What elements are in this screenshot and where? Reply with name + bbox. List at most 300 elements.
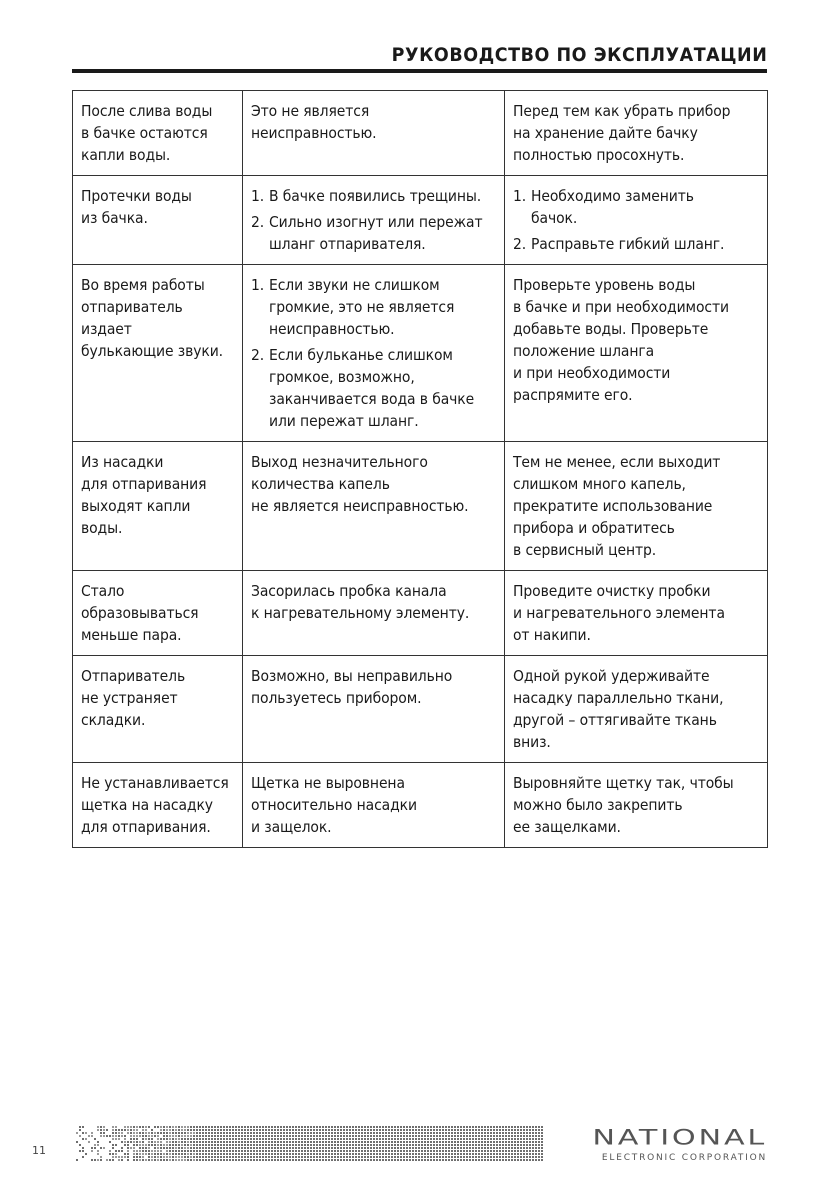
- pixel-dot: [358, 1159, 360, 1161]
- pixel-dot: [364, 1150, 366, 1152]
- pixel-dot: [94, 1147, 96, 1149]
- pixel-dot: [259, 1129, 261, 1131]
- pixel-dot: [163, 1144, 165, 1146]
- pixel-dot: [430, 1129, 432, 1131]
- pixel-dot: [262, 1132, 264, 1134]
- pixel-dot: [457, 1126, 459, 1128]
- pixel-dot: [223, 1138, 225, 1140]
- pixel-dot: [271, 1129, 273, 1131]
- pixel-dot: [91, 1159, 93, 1161]
- pixel-dot: [442, 1153, 444, 1155]
- pixel-dot: [289, 1141, 291, 1143]
- pixel-dot: [238, 1141, 240, 1143]
- pixel-dot: [418, 1153, 420, 1155]
- pixel-dot: [367, 1129, 369, 1131]
- pixel-dot: [208, 1153, 210, 1155]
- pixel-dot: [352, 1147, 354, 1149]
- pixel-dot: [259, 1132, 261, 1134]
- pixel-dot: [289, 1159, 291, 1161]
- pixel-dot: [217, 1141, 219, 1143]
- pixel-dot: [250, 1159, 252, 1161]
- pixel-dot: [205, 1132, 207, 1134]
- pixel-dot: [349, 1129, 351, 1131]
- pixel-dot: [175, 1150, 177, 1152]
- pixel-dot: [484, 1150, 486, 1152]
- pixel-dot: [469, 1135, 471, 1137]
- pixel-dot: [148, 1153, 150, 1155]
- pixel-dot: [181, 1153, 183, 1155]
- pixel-dot: [376, 1153, 378, 1155]
- pixel-dot: [487, 1132, 489, 1134]
- pixel-dot: [508, 1129, 510, 1131]
- problem-cell: После слива воды в бачке остаются капли воды.: [73, 91, 243, 176]
- pixel-dot: [283, 1150, 285, 1152]
- pixel-dot: [535, 1147, 537, 1149]
- pixel-dot: [346, 1138, 348, 1140]
- pixel-dot: [541, 1156, 543, 1158]
- pixel-dot: [160, 1159, 162, 1161]
- pixel-dot: [226, 1138, 228, 1140]
- pixel-dot: [166, 1129, 168, 1131]
- pixel-dot: [118, 1156, 120, 1158]
- pixel-dot: [193, 1153, 195, 1155]
- pixel-dot: [343, 1144, 345, 1146]
- pixel-dot: [148, 1144, 150, 1146]
- pixel-dot: [133, 1141, 135, 1143]
- pixel-dot: [202, 1129, 204, 1131]
- pixel-dot: [208, 1129, 210, 1131]
- pixel-dot: [397, 1144, 399, 1146]
- pixel-dot: [415, 1159, 417, 1161]
- pixel-dot: [532, 1135, 534, 1137]
- pixel-dot: [271, 1159, 273, 1161]
- pixel-dot: [520, 1135, 522, 1137]
- pixel-dot: [499, 1135, 501, 1137]
- pixel-dot: [448, 1141, 450, 1143]
- pixel-dot: [202, 1159, 204, 1161]
- list-item: 1. Необходимо заменить бачок.: [513, 187, 694, 227]
- solution-cell: Одной рукой удерживайте насадку параллельно ткани, другой – оттягивайте ткань вниз.: [505, 656, 768, 763]
- pixel-dot: [217, 1153, 219, 1155]
- pixel-dot: [313, 1156, 315, 1158]
- pixel-dot: [340, 1132, 342, 1134]
- pixel-dot: [304, 1153, 306, 1155]
- pixel-dot: [166, 1138, 168, 1140]
- pixel-dot: [367, 1138, 369, 1140]
- pixel-dot: [412, 1150, 414, 1152]
- pixel-dot: [403, 1138, 405, 1140]
- pixel-dot: [196, 1138, 198, 1140]
- pixel-dot: [151, 1132, 153, 1134]
- solution-cell: Тем не менее, если выходит слишком много капель, прекратите использование прибора и обратитесь в сервисный центр.: [505, 442, 768, 571]
- pixel-dot: [289, 1150, 291, 1152]
- pixel-dot: [184, 1129, 186, 1131]
- pixel-dot: [253, 1138, 255, 1140]
- pixel-dot: [211, 1141, 213, 1143]
- pixel-dot: [325, 1129, 327, 1131]
- pixel-dot: [316, 1153, 318, 1155]
- pixel-dot: [514, 1153, 516, 1155]
- pixel-dot: [202, 1156, 204, 1158]
- pixel-dot: [523, 1147, 525, 1149]
- pixel-dot: [172, 1129, 174, 1131]
- pixel-dot: [310, 1129, 312, 1131]
- pixel-dot: [184, 1150, 186, 1152]
- pixel-dot: [340, 1141, 342, 1143]
- pixel-dot: [82, 1126, 84, 1128]
- pixel-dot: [526, 1126, 528, 1128]
- pixel-dot: [178, 1135, 180, 1137]
- pixel-dot: [457, 1156, 459, 1158]
- pixel-dot: [334, 1153, 336, 1155]
- pixel-dot: [418, 1141, 420, 1143]
- pixel-dot: [220, 1150, 222, 1152]
- pixel-dot: [175, 1138, 177, 1140]
- pixel-dot: [271, 1138, 273, 1140]
- pixel-dot: [325, 1144, 327, 1146]
- pixel-dot: [499, 1153, 501, 1155]
- pixel-dot: [355, 1150, 357, 1152]
- pixel-dot: [250, 1153, 252, 1155]
- pixel-dot: [283, 1153, 285, 1155]
- pixel-dot: [211, 1150, 213, 1152]
- pixel-dot: [361, 1144, 363, 1146]
- pixel-dot: [541, 1141, 543, 1143]
- pixel-dot: [421, 1135, 423, 1137]
- pixel-dot: [367, 1156, 369, 1158]
- pixel-dot: [472, 1141, 474, 1143]
- pixel-dot: [199, 1138, 201, 1140]
- pixel-dot: [412, 1153, 414, 1155]
- pixel-dot: [346, 1132, 348, 1134]
- pixel-dot: [256, 1159, 258, 1161]
- pixel-dot: [226, 1132, 228, 1134]
- cause-list: [251, 185, 496, 255]
- pixel-dot: [508, 1132, 510, 1134]
- pixel-dot: [328, 1153, 330, 1155]
- pixel-dot: [328, 1147, 330, 1149]
- pixel-dot: [145, 1138, 147, 1140]
- pixel-dot: [331, 1138, 333, 1140]
- pixel-dot: [265, 1144, 267, 1146]
- pixel-dot: [82, 1150, 84, 1152]
- pixel-dot: [421, 1138, 423, 1140]
- pixel-dot: [343, 1147, 345, 1149]
- pixel-dot: [115, 1129, 117, 1131]
- pixel-dot: [529, 1126, 531, 1128]
- pixel-dot: [442, 1141, 444, 1143]
- pixel-dot: [430, 1138, 432, 1140]
- pixel-dot: [133, 1153, 135, 1155]
- pixel-dot: [322, 1144, 324, 1146]
- pixel-dot: [247, 1147, 249, 1149]
- pixel-dot: [505, 1126, 507, 1128]
- pixel-dot: [202, 1132, 204, 1134]
- pixel-dot: [262, 1156, 264, 1158]
- pixel-dot: [367, 1126, 369, 1128]
- pixel-dot: [334, 1129, 336, 1131]
- pixel-dot: [130, 1135, 132, 1137]
- pixel-dot: [346, 1153, 348, 1155]
- pixel-dot: [124, 1153, 126, 1155]
- pixel-dot: [184, 1159, 186, 1161]
- pixel-dot: [127, 1132, 129, 1134]
- pixel-dot: [472, 1129, 474, 1131]
- pixel-dot: [325, 1126, 327, 1128]
- pixel-dot: [139, 1126, 141, 1128]
- pixel-dot: [328, 1141, 330, 1143]
- pixel-dot: [154, 1156, 156, 1158]
- pixel-dot: [286, 1156, 288, 1158]
- pixel-dot: [382, 1159, 384, 1161]
- pixel-dot: [226, 1153, 228, 1155]
- pixel-dot: [205, 1147, 207, 1149]
- pixel-dot: [337, 1147, 339, 1149]
- pixel-dot: [460, 1153, 462, 1155]
- pixel-dot: [538, 1129, 540, 1131]
- pixel-dot: [154, 1135, 156, 1137]
- pixel-dot: [499, 1159, 501, 1161]
- pixel-dot: [427, 1144, 429, 1146]
- pixel-dot: [289, 1135, 291, 1137]
- cause-cell: Выход незначительного количества капель не является неисправностью.: [243, 442, 505, 571]
- pixel-dot: [352, 1138, 354, 1140]
- pixel-dot: [292, 1138, 294, 1140]
- pixel-dot: [250, 1132, 252, 1134]
- pixel-dot: [349, 1159, 351, 1161]
- pixel-dot: [355, 1159, 357, 1161]
- pixel-dot: [379, 1138, 381, 1140]
- pixel-dot: [100, 1135, 102, 1137]
- pixel-dot: [367, 1147, 369, 1149]
- pixel-dot: [493, 1147, 495, 1149]
- pixel-dot: [517, 1132, 519, 1134]
- pixel-dot: [331, 1141, 333, 1143]
- pixel-dot: [337, 1144, 339, 1146]
- pixel-dot: [352, 1153, 354, 1155]
- pixel-dot: [112, 1153, 114, 1155]
- pixel-dot: [304, 1156, 306, 1158]
- pixel-dot: [370, 1144, 372, 1146]
- pixel-dot: [271, 1135, 273, 1137]
- pixel-dot: [232, 1153, 234, 1155]
- pixel-dot: [517, 1156, 519, 1158]
- pixel-dot: [535, 1141, 537, 1143]
- pixel-dot: [136, 1141, 138, 1143]
- pixel-dot: [151, 1153, 153, 1155]
- pixel-dot: [442, 1159, 444, 1161]
- pixel-dot: [322, 1153, 324, 1155]
- pixel-dot: [148, 1132, 150, 1134]
- pixel-dot: [508, 1147, 510, 1149]
- pixel-dot: [406, 1144, 408, 1146]
- pixel-dot: [133, 1156, 135, 1158]
- pixel-dot: [79, 1129, 81, 1131]
- pixel-dot: [214, 1138, 216, 1140]
- pixel-dot: [187, 1156, 189, 1158]
- pixel-dot: [337, 1129, 339, 1131]
- pixel-dot: [487, 1144, 489, 1146]
- pixel-dot: [391, 1138, 393, 1140]
- pixel-dot: [205, 1126, 207, 1128]
- pixel-dot: [229, 1153, 231, 1155]
- pixel-dot: [415, 1138, 417, 1140]
- pixel-dot: [502, 1135, 504, 1137]
- pixel-dot: [301, 1144, 303, 1146]
- solution-cell: Проведите очистку пробки и нагревательного элемента от накипи.: [505, 571, 768, 656]
- pixel-dot: [301, 1141, 303, 1143]
- pixel-dot: [220, 1129, 222, 1131]
- pixel-dot: [490, 1141, 492, 1143]
- pixel-dot: [403, 1159, 405, 1161]
- pixel-dot: [481, 1141, 483, 1143]
- pixel-dot: [289, 1144, 291, 1146]
- pixel-dot: [439, 1132, 441, 1134]
- pixel-dot: [283, 1144, 285, 1146]
- pixel-dot: [172, 1156, 174, 1158]
- pixel-dot: [535, 1159, 537, 1161]
- pixel-dot: [385, 1141, 387, 1143]
- pixel-dot: [430, 1126, 432, 1128]
- pixel-dot: [220, 1132, 222, 1134]
- pixel-dot: [391, 1129, 393, 1131]
- pixel-dot: [340, 1138, 342, 1140]
- pixel-dot: [328, 1129, 330, 1131]
- pixel-dot: [235, 1132, 237, 1134]
- pixel-dot: [325, 1135, 327, 1137]
- pixel-dot: [301, 1147, 303, 1149]
- pixel-dot: [178, 1126, 180, 1128]
- pixel-dot: [526, 1147, 528, 1149]
- pixel-dot: [91, 1147, 93, 1149]
- pixel-dot: [520, 1126, 522, 1128]
- pixel-dot: [322, 1132, 324, 1134]
- pixel-dot: [340, 1126, 342, 1128]
- pixel-dot: [214, 1126, 216, 1128]
- pixel-dot: [343, 1126, 345, 1128]
- pixel-dot: [262, 1147, 264, 1149]
- pixel-dot: [475, 1135, 477, 1137]
- pixel-dot: [106, 1135, 108, 1137]
- pixel-dot: [97, 1159, 99, 1161]
- pixel-dot: [262, 1126, 264, 1128]
- pixel-dot: [343, 1141, 345, 1143]
- pixel-dot: [244, 1126, 246, 1128]
- pixel-dot: [292, 1129, 294, 1131]
- pixel-dot: [502, 1141, 504, 1143]
- pixel-dot: [403, 1147, 405, 1149]
- pixel-dot: [382, 1138, 384, 1140]
- pixel-dot: [316, 1126, 318, 1128]
- pixel-dot: [232, 1144, 234, 1146]
- pixel-dot: [127, 1150, 129, 1152]
- pixel-dot: [487, 1156, 489, 1158]
- pixel-dot: [379, 1135, 381, 1137]
- pixel-dot: [289, 1156, 291, 1158]
- pixel-dot: [142, 1150, 144, 1152]
- pixel-dot: [298, 1156, 300, 1158]
- pixel-dot: [520, 1153, 522, 1155]
- pixel-dot: [364, 1147, 366, 1149]
- pixel-dot: [538, 1147, 540, 1149]
- pixel-dot: [394, 1129, 396, 1131]
- pixel-dot: [421, 1141, 423, 1143]
- pixel-dot: [361, 1156, 363, 1158]
- pixel-dot: [157, 1156, 159, 1158]
- pixel-dot: [214, 1159, 216, 1161]
- pixel-dot: [481, 1159, 483, 1161]
- pixel-dot: [316, 1159, 318, 1161]
- pixel-dot: [508, 1150, 510, 1152]
- pixel-dot: [355, 1147, 357, 1149]
- pixel-dot: [511, 1153, 513, 1155]
- pixel-dot: [382, 1150, 384, 1152]
- pixel-dot: [262, 1150, 264, 1152]
- pixel-dot: [169, 1126, 171, 1128]
- pixel-dot: [439, 1159, 441, 1161]
- pixel-dot: [451, 1138, 453, 1140]
- pixel-dot: [247, 1132, 249, 1134]
- pixel-dot: [202, 1150, 204, 1152]
- pixel-dot: [466, 1135, 468, 1137]
- pixel-dot: [388, 1135, 390, 1137]
- pixel-dot: [199, 1129, 201, 1131]
- pixel-dot: [124, 1126, 126, 1128]
- pixel-dot: [481, 1126, 483, 1128]
- pixel-dot: [193, 1150, 195, 1152]
- pixel-dot: [220, 1153, 222, 1155]
- pixel-dot: [256, 1156, 258, 1158]
- pixel-dot: [436, 1126, 438, 1128]
- pixel-dot: [157, 1141, 159, 1143]
- pixel-dot: [202, 1147, 204, 1149]
- pixel-dot: [388, 1144, 390, 1146]
- pixel-dot: [472, 1126, 474, 1128]
- pixel-dot: [445, 1159, 447, 1161]
- pixel-dot: [112, 1132, 114, 1134]
- pixel-dot: [364, 1144, 366, 1146]
- pixel-dot: [475, 1126, 477, 1128]
- pixel-dot: [391, 1132, 393, 1134]
- pixel-dot: [109, 1159, 111, 1161]
- pixel-dot: [190, 1138, 192, 1140]
- pixel-dot: [388, 1150, 390, 1152]
- pixel-dot: [97, 1129, 99, 1131]
- pixel-dot: [370, 1129, 372, 1131]
- pixel-dot: [334, 1141, 336, 1143]
- pixel-dot: [316, 1138, 318, 1140]
- pixel-dot: [352, 1141, 354, 1143]
- pixel-dot: [424, 1132, 426, 1134]
- pixel-dot: [421, 1126, 423, 1128]
- pixel-dot: [241, 1135, 243, 1137]
- pixel-dot: [133, 1135, 135, 1137]
- pixel-dot: [421, 1150, 423, 1152]
- pixel-dot: [262, 1144, 264, 1146]
- pixel-dot: [154, 1153, 156, 1155]
- pixel-dot: [112, 1135, 114, 1137]
- pixel-dot: [457, 1129, 459, 1131]
- pixel-dot: [259, 1135, 261, 1137]
- pixel-dot: [340, 1156, 342, 1158]
- pixel-dot: [274, 1144, 276, 1146]
- pixel-dot: [196, 1132, 198, 1134]
- pixel-dot: [172, 1132, 174, 1134]
- pixel-dot: [82, 1132, 84, 1134]
- pixel-dot: [187, 1153, 189, 1155]
- pixel-dot: [532, 1141, 534, 1143]
- pixel-dot: [253, 1159, 255, 1161]
